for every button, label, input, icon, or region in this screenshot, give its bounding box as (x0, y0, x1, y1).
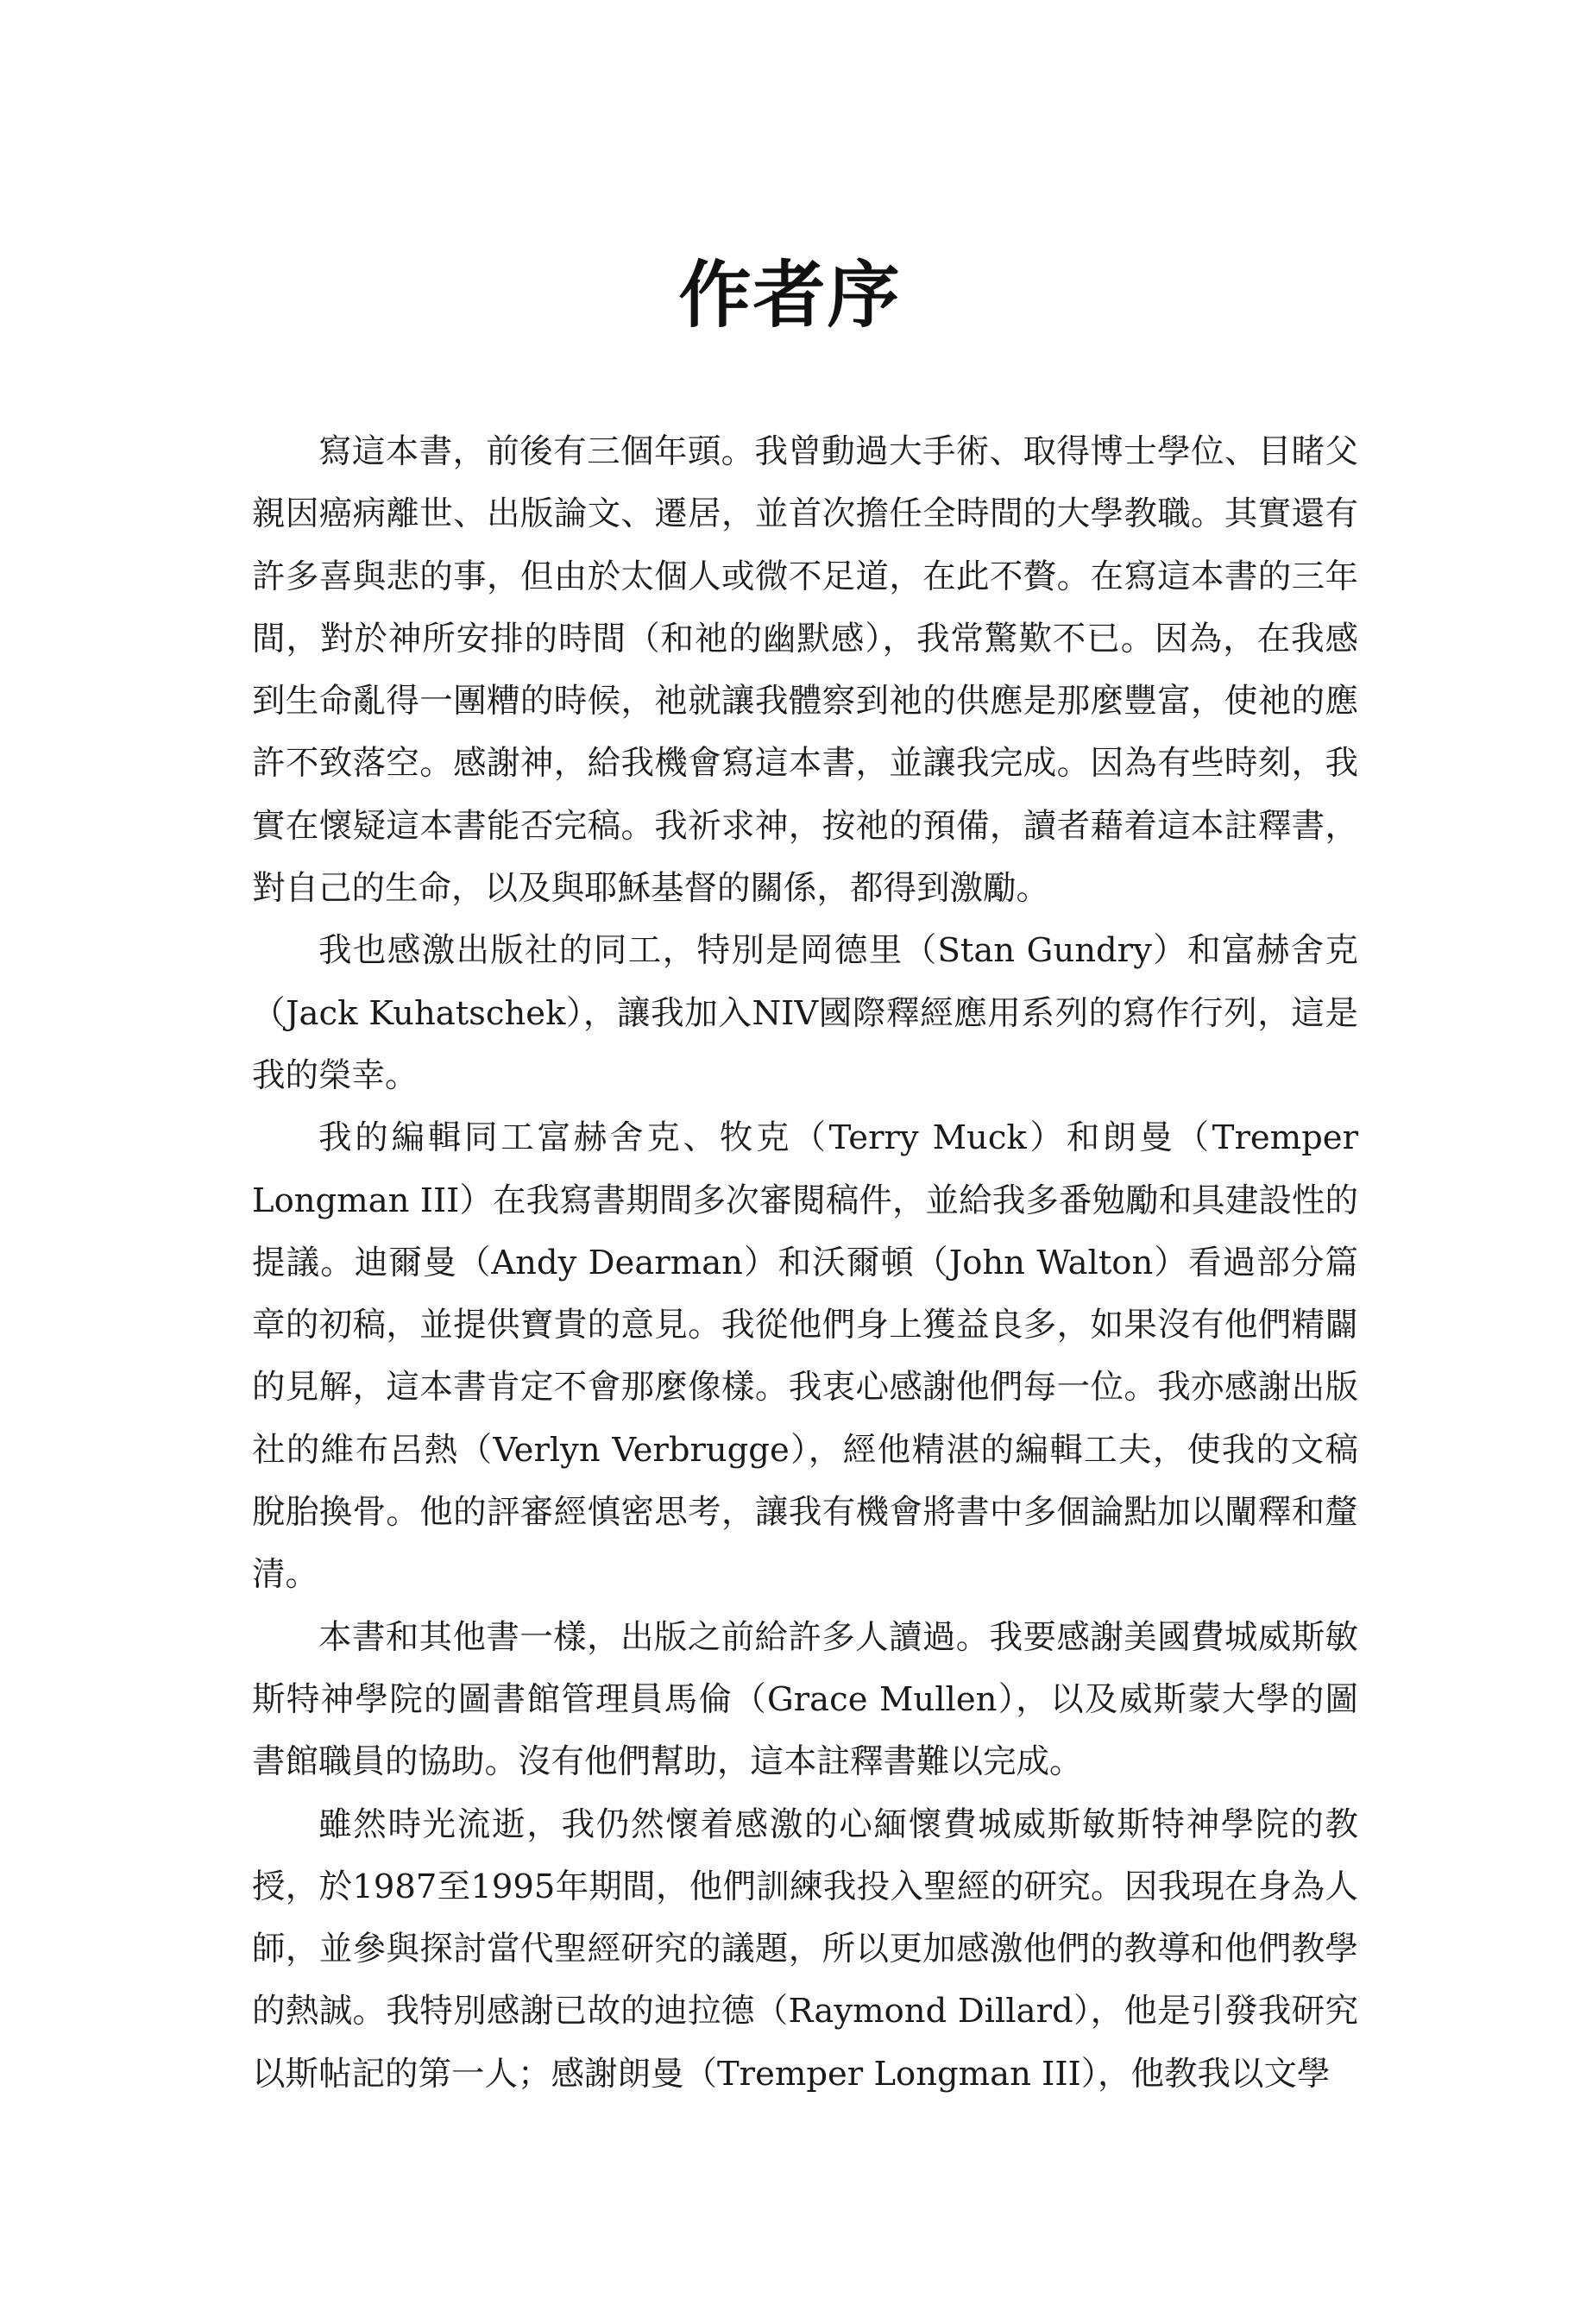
paragraph: 我也感激出版社的同工，特別是岡德里（Stan Gundry）和富赫舍克（Jack Kuhatschek），讓我加入NIV國際釋經應用系列的寫作行列，這是我的榮幸。 (252, 931, 1358, 1095)
paragraph: 我的編輯同工富赫舍克、牧克（Terry Muck）和朗曼（Tremper Longman III）在我寫書期間多次審閱稿件，並給我多番勉勵和具建設性的提議。迪爾曼（Andy Dearman）和沃爾頓（John Walton）看過部分篇章的初稿，並提供寶貴的意見。我從他們身上獲益良多，如果沒有他們精闢的見解，這本書肯定不會那麼像樣。我衷心感謝他們每一位。我亦感謝出版社的維布呂熱（Verlyn Verbrugge），經他精湛的編輯工夫，使我的文稿脫胎換骨。他的評審經慎密思考，讓我有機會將書中多個論點加以闡釋和釐清。 (252, 1118, 1358, 1595)
page-title: 作者序 (678, 253, 902, 337)
paragraph: 寫這本書，前後有三個年頭。我曾動過大手術、取得博士學位、目睹父親因癌病離世、出版論文、遷居，並首次擔任全時間的大學教職。其實還有許多喜與悲的事，但由於太個人或微不足道，在此不贅。在寫這本書的三年間，對於神所安排的時間（和祂的幽默感），我常驚歎不已。因為，在我感到生命亂得一團糟的時候，祂就讓我體察到祂的供應是那麼豐富，使祂的應許不致落空。感謝神，給我機會寫這本書，並讓我完成。因為有些時刻，我實在懷疑這本書能否完稿。我祈求神，按祂的預備，讀者藉着這本註釋書，對自己的生命，以及與耶穌基督的關係，都得到激勵。 (252, 432, 1358, 909)
preface-body (252, 421, 1358, 2106)
paragraph: 本書和其他書一樣，出版之前給許多人讀過。我要感謝美國費城威斯敏斯特神學院的圖書館管理員馬倫（Grace Mullen），以及威斯蒙大學的圖書館職員的協助。沒有他們幫助，這本註釋書難以完成。 (252, 1617, 1358, 1782)
paragraph: 雖然時光流逝，我仍然懷着感激的心緬懷費城威斯敏斯特神學院的教授，於1987至1995年期間，他們訓練我投入聖經的研究。因我現在身為人師，並參與探討當代聖經研究的議題，所以更加感激他們的教導和他們教學的熱誠。我特別感謝已故的迪拉德（Raymond Dillard），他是引發我研究以斯帖記的第一人；感謝朗曼（Tremper Longman III），他教我以文學 (252, 1804, 1358, 2094)
